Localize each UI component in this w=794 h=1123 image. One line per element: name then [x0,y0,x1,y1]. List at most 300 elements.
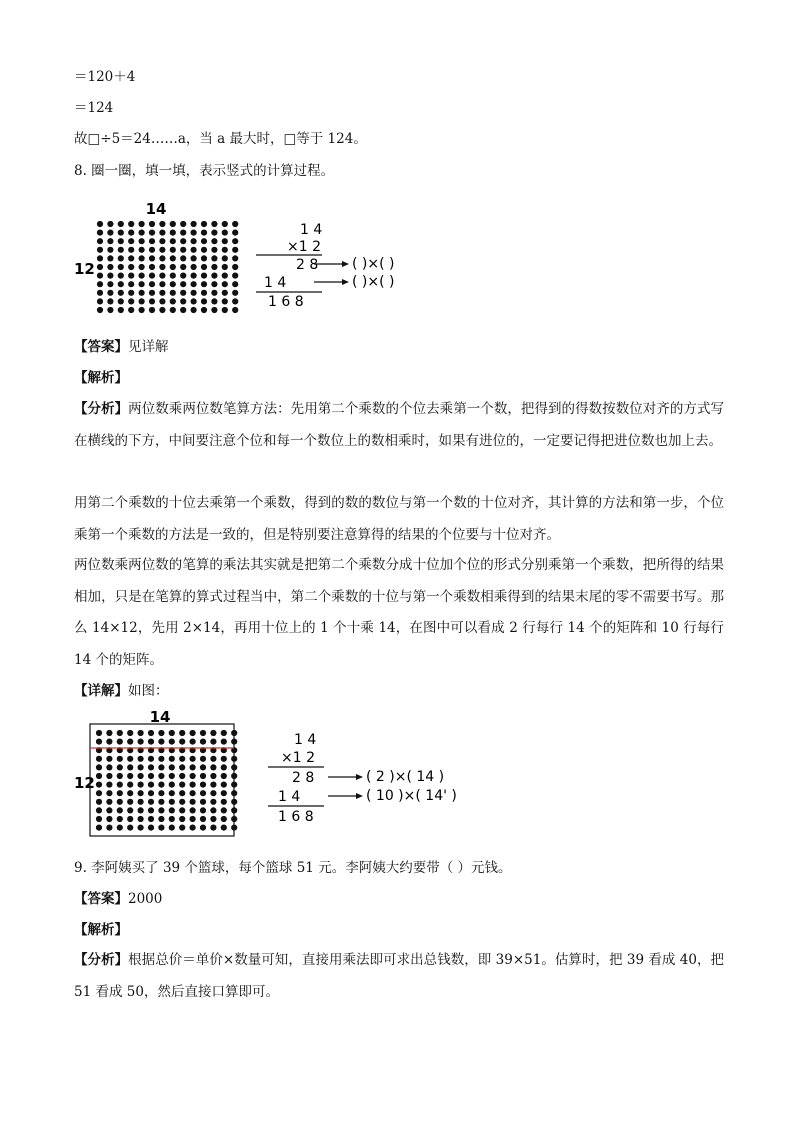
dot [158,730,164,736]
dot [191,264,197,270]
dot [222,273,228,279]
dot [201,273,207,279]
dot [180,298,186,304]
dot [158,739,164,745]
dot [139,230,145,236]
blank-expression-1: ( )×( ) [352,256,395,272]
q8-analysis-para-1: 【分析】两位数乘两位数笔算方法：先用第二个乘数的个位去乘第一个数，把得到的得数按数位对齐的方式写在横线的下方，中间要注意个位和每一个数位上的数相乘时，如果有进位的，一定要记得把进位数也加上去。 [74,401,725,449]
filled-expression-2: ( 10 )×( 14' ) [366,788,457,804]
dot [107,221,113,227]
dot [231,773,237,779]
dot [159,307,165,313]
dot [159,298,165,304]
dot [232,255,238,261]
dot [158,790,164,796]
dot [201,264,207,270]
dot [200,773,206,779]
dot [159,255,165,261]
dot [106,807,112,813]
dot [158,825,164,831]
dot [148,825,154,831]
dot [170,281,176,287]
dot [97,221,103,227]
dot [169,807,175,813]
dot [97,281,103,287]
dot [211,273,217,279]
dot [180,221,186,227]
dot [210,756,216,762]
dot [128,221,134,227]
dot [117,816,123,822]
dot [211,230,217,236]
dot [127,773,133,779]
dot [180,255,186,261]
dot [231,730,237,736]
dot [117,730,123,736]
dot [201,290,207,296]
dot [128,255,134,261]
dot [148,782,154,788]
grid-rows-label: 12 [74,774,95,792]
dot [148,799,154,805]
vertical-calculation [256,222,394,310]
dot [170,298,176,304]
dot [191,247,197,253]
product: 1 6 8 [268,294,304,310]
grid-cols-label: 14 [145,200,167,218]
multiplicand: 1 4 [294,732,317,748]
dot [221,773,227,779]
dot [180,290,186,296]
multiplicand: 1 4 [300,222,323,238]
dot [118,230,124,236]
dot [200,799,206,805]
q8-detail-line: 【详解】如图： [74,683,169,699]
dot [96,816,102,822]
dot [169,739,175,745]
dot [96,773,102,779]
dot [107,247,113,253]
dot [211,255,217,261]
dot [118,281,124,287]
answer-tag: 【答案】 [74,339,128,355]
dot [170,255,176,261]
dot [106,799,112,805]
dot [97,298,103,304]
dot [179,782,185,788]
dot [159,221,165,227]
dot [210,764,216,770]
dot [170,230,176,236]
dot [231,799,237,805]
dot [106,825,112,831]
partial-product-1: 2 8 [296,257,319,273]
dot [190,799,196,805]
dot [138,782,144,788]
dot [179,764,185,770]
dot [221,764,227,770]
question-9: 9. 李阿姨买了 39 个篮球，每个篮球 51 元。李阿姨大约要带（ ）元钱。 [74,860,512,876]
dot [128,230,134,236]
dot [222,290,228,296]
dot [211,221,217,227]
arrow-1-head [356,774,363,780]
blank-expression-2: ( )×( ) [352,274,395,290]
dot [221,807,227,813]
q8-answer: 见详解 [128,339,169,355]
dot [149,273,155,279]
dot [138,807,144,813]
dot [159,238,165,244]
dot [149,230,155,236]
dot [190,782,196,788]
filled-expression-1: ( 2 )×( 14 ) [366,769,445,785]
dot [148,773,154,779]
dot [138,764,144,770]
dot [170,238,176,244]
dot [106,756,112,762]
dot [190,816,196,822]
dot [221,756,227,762]
dot [170,290,176,296]
dot [118,307,124,313]
dot [169,756,175,762]
dot [107,264,113,270]
dot [170,221,176,227]
partial-product-2: 1 4 [278,789,301,805]
dot [221,782,227,788]
q8-analysis-para-2: 用第二个乘数的十位去乘第一个乘数，得到的数的数位与第一个数的十位对齐，其计算的方法和第一步，个位乘第一个乘数的方法是一致的，但是特别要注意算得的结果的个位要与十位对齐。 [74,495,724,543]
dot [148,790,154,796]
dot [127,739,133,745]
dot [200,807,206,813]
dot [191,238,197,244]
dot [179,807,185,813]
dot [190,790,196,796]
dot [138,825,144,831]
dot [117,790,123,796]
dot [107,281,113,287]
dot [179,739,185,745]
dot [158,756,164,762]
dot [201,298,207,304]
dot [231,825,237,831]
dot [169,730,175,736]
dot [222,238,228,244]
dot [221,816,227,822]
dot [128,264,134,270]
dot [96,730,102,736]
dot [200,764,206,770]
dot [106,739,112,745]
dot [221,730,227,736]
dot [127,730,133,736]
dot [118,247,124,253]
dot [107,307,113,313]
dot [118,264,124,270]
dot [200,790,206,796]
dot [191,307,197,313]
dot [118,238,124,244]
dot [211,290,217,296]
dot [180,247,186,253]
dot [211,298,217,304]
dot [179,816,185,822]
dot [107,255,113,261]
dot [118,273,124,279]
answer-tag: 【答案】 [74,891,128,907]
dot [158,799,164,805]
dot [127,807,133,813]
dot [106,816,112,822]
dot [127,764,133,770]
dot [222,255,228,261]
dot [139,290,145,296]
dot [139,264,145,270]
dot [148,739,154,745]
equation-line-1: ＝120＋4 [74,69,136,85]
dot [221,825,227,831]
q8-figure-blank [74,196,474,314]
dot [179,773,185,779]
dot [159,273,165,279]
q8-figure-answer [74,706,504,840]
dot [170,307,176,313]
dot [170,247,176,253]
dot [158,782,164,788]
dot [201,307,207,313]
dot [190,825,196,831]
dot [232,273,238,279]
dot [232,221,238,227]
dot [148,807,154,813]
dot [97,238,103,244]
dot [170,264,176,270]
dot [210,825,216,831]
dot [158,773,164,779]
dot [191,298,197,304]
dot [117,764,123,770]
dot [169,764,175,770]
arrow-2-head [342,279,349,285]
dot [170,273,176,279]
dot [179,730,185,736]
dot [222,247,228,253]
dot [232,298,238,304]
dot [149,307,155,313]
dot [180,230,186,236]
dot [149,238,155,244]
dot [200,816,206,822]
dot [191,221,197,227]
dot [221,739,227,745]
dot [149,298,155,304]
dot [232,264,238,270]
grid-cols-label: 14 [149,708,171,726]
dot [210,799,216,805]
dot [106,773,112,779]
dot [200,739,206,745]
dot [180,307,186,313]
dot [231,790,237,796]
question-8: 8. 圈一圈，填一填，表示竖式的计算过程。 [74,163,335,179]
dot [128,281,134,287]
dot [117,782,123,788]
dot [96,756,102,762]
dot [139,238,145,244]
dot [107,290,113,296]
dot [138,739,144,745]
dot [200,730,206,736]
dot [139,247,145,253]
dot [107,230,113,236]
dot [232,281,238,287]
conclusion-line: 故□÷5＝24……a，当 a 最大时，□等于 124。 [74,131,367,147]
dot [179,756,185,762]
arrow-2-head [356,793,363,799]
dot [127,825,133,831]
dot [127,756,133,762]
dot [149,290,155,296]
dot [117,799,123,805]
dot [128,298,134,304]
dot [179,825,185,831]
dot [118,290,124,296]
q9-analysis-para: 【分析】根据总价＝单价×数量可知，直接用乘法即可求出总钱数，即 39×51。估算时，把 39 看成 40，把 51 看成 50，然后直接口算即可。 [74,952,725,1000]
dot [211,281,217,287]
dot [138,799,144,805]
dot [169,773,175,779]
dot [138,730,144,736]
dot [117,739,123,745]
partial-product-2: 1 4 [264,275,287,291]
dot [169,825,175,831]
multiplier: ×1 2 [281,750,315,766]
dot [201,230,207,236]
dot [191,230,197,236]
dot-array [97,221,238,314]
dot [149,281,155,287]
dot [190,739,196,745]
dot [210,773,216,779]
dot [211,307,217,313]
dot [200,782,206,788]
dot [139,281,145,287]
dot [128,273,134,279]
dot [97,247,103,253]
dot [158,807,164,813]
dot [118,221,124,227]
dot [128,238,134,244]
dot [149,255,155,261]
dot [222,281,228,287]
dot [96,825,102,831]
dot [210,816,216,822]
dot [232,238,238,244]
dot [127,816,133,822]
dot [231,756,237,762]
dot [117,825,123,831]
dot [159,290,165,296]
dot [107,238,113,244]
dot [231,816,237,822]
dot [190,764,196,770]
grid-rows-label: 12 [74,260,95,278]
dot [96,782,102,788]
dot [149,247,155,253]
dot [148,730,154,736]
dot [191,255,197,261]
dot [159,230,165,236]
multiplier: ×1 2 [287,239,321,255]
dot [97,273,103,279]
dot [222,264,228,270]
dot [148,756,154,762]
dot [211,247,217,253]
q9-answer: 2000 [128,891,163,907]
dot [190,773,196,779]
dot [210,782,216,788]
dot [222,230,228,236]
dot [180,238,186,244]
dot [190,756,196,762]
dot [210,790,216,796]
dot [139,273,145,279]
equation-line-2: ＝124 [74,100,114,116]
dot [169,799,175,805]
dot [97,264,103,270]
dot [128,290,134,296]
dot [106,782,112,788]
dot [191,273,197,279]
dot [97,230,103,236]
q8-answer-line [74,338,169,356]
dot [96,799,102,805]
dot [97,307,103,313]
dot [201,238,207,244]
dot [222,221,228,227]
dot [127,799,133,805]
partial-product-1: 2 8 [292,770,315,786]
dot [96,764,102,770]
dot [118,298,124,304]
dot [127,790,133,796]
dot [128,307,134,313]
dot [149,264,155,270]
dot [138,790,144,796]
dot [107,273,113,279]
dot [190,730,196,736]
dot [97,290,103,296]
dot-array [96,730,237,831]
dot [201,221,207,227]
dot [159,264,165,270]
dot [179,799,185,805]
dot [211,238,217,244]
dot [180,273,186,279]
dot [159,247,165,253]
dot [96,790,102,796]
dot [210,739,216,745]
dot [231,782,237,788]
dot [222,298,228,304]
dot [139,255,145,261]
dot [118,255,124,261]
dot [169,816,175,822]
dot [201,247,207,253]
dot [138,816,144,822]
q9-analysis-tag: 【解析】 [74,922,128,938]
